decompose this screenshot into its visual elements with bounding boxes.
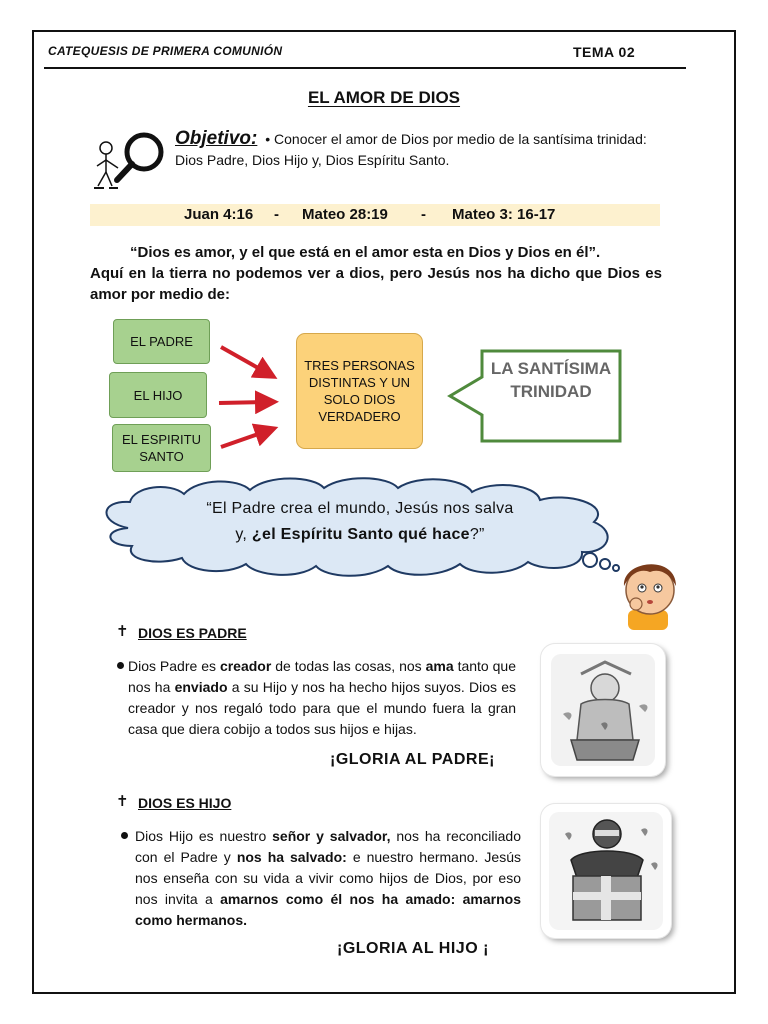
page-title bbox=[0, 88, 768, 108]
arrow-icon bbox=[221, 431, 267, 447]
section-title-hijo: DIOS ES HIJO bbox=[138, 795, 232, 811]
thought-fragment: ?” bbox=[469, 526, 485, 543]
text-run: de todas las cosas, nos bbox=[271, 658, 426, 674]
trinity-label: LA SANTÍSIMA TRINIDAD bbox=[490, 359, 612, 401]
paragraph-padre bbox=[128, 656, 516, 740]
gloria-hijo: ¡GLORIA AL HIJO ¡ bbox=[337, 940, 489, 957]
center-box: TRES PERSONAS DISTINTAS Y UN SOLO DIOS VERDADERO bbox=[296, 333, 423, 449]
bullet-icon bbox=[121, 832, 128, 839]
box-el-hijo: EL HIJO bbox=[109, 372, 207, 418]
text-run: Dios Padre es bbox=[128, 658, 220, 674]
arrows-to-center bbox=[215, 335, 285, 455]
bible-references bbox=[90, 204, 660, 226]
gift-figure-icon bbox=[541, 804, 671, 938]
bullet-icon bbox=[117, 662, 124, 669]
image-hijo bbox=[541, 804, 671, 938]
header-topic: TEMA 02 bbox=[573, 44, 636, 60]
quote-line: “Dios es amor, y el que está en el amor esta en Dios y Dios en él”. bbox=[130, 244, 601, 261]
thought-text bbox=[140, 496, 580, 548]
text-run: e nuestro hermano. Jesús nos enseña con su vida a vivir como hijos de Dios, por eso nos invita a bbox=[135, 849, 521, 907]
thought-fragment: y, bbox=[235, 526, 252, 543]
thought-question: ¿el Espíritu Santo qué hace bbox=[251, 526, 470, 543]
reference-separator: - bbox=[274, 206, 279, 223]
gift-figure-icon bbox=[541, 644, 665, 776]
arrow-icon bbox=[219, 402, 267, 403]
text-run: señor y salvador, bbox=[272, 828, 391, 844]
text-run: nos ha reconciliado con el Padre y bbox=[135, 828, 521, 865]
text-run: enviado bbox=[174, 679, 228, 695]
cross-icon: ✝ bbox=[116, 623, 129, 640]
text-run: a su Hijo y nos ha hecho hijos suyos. Dios es creador y nos regaló todo para que el mundo fuera la gran casa que diera cobijo a todos sus hijos e hijas. bbox=[128, 679, 516, 737]
objective-label: Objetivo: bbox=[175, 128, 258, 149]
thought-line: “El Padre crea el mundo, Jesús nos salva bbox=[206, 500, 514, 517]
cross-icon: ✝ bbox=[116, 793, 129, 810]
objective-text: • Conocer el amor de Dios por medio de la santísima trinidad: Dios Padre, Dios Hijo y, Dios Espíritu Santo. bbox=[175, 131, 647, 168]
paragraph-hijo bbox=[135, 826, 521, 931]
text-run: tanto que nos ha bbox=[128, 658, 516, 695]
intro-quote bbox=[90, 242, 662, 305]
reference-juan: Juan 4:16 bbox=[184, 206, 254, 223]
text-run: ama bbox=[425, 658, 454, 674]
text-run: Dios Hijo es nuestro bbox=[135, 828, 273, 844]
gloria-padre: ¡GLORIA AL PADRE¡ bbox=[330, 751, 495, 768]
box-el-espiritu-santo: EL ESPIRITU SANTO bbox=[112, 424, 211, 472]
text-run: nos ha salvado: bbox=[236, 849, 347, 865]
intro-text: Aquí en la tierra no podemos ver a dios, pero Jesús nos ha dicho que Dios es amor por medio de: bbox=[90, 265, 662, 303]
header-divider bbox=[44, 67, 686, 69]
text-run: creador bbox=[219, 658, 272, 674]
objective bbox=[175, 128, 675, 171]
reference-mateo-28: Mateo 28:19 bbox=[302, 206, 388, 223]
reference-separator: - bbox=[421, 206, 426, 223]
box-el-padre: EL PADRE bbox=[113, 319, 210, 364]
section-title-padre: DIOS ES PADRE bbox=[138, 625, 247, 641]
page-title-text: EL AMOR DE DIOS bbox=[307, 88, 461, 107]
arrow-icon bbox=[221, 347, 267, 373]
magnifier-figure-icon bbox=[92, 128, 170, 194]
reference-mateo-3: Mateo 3: 16-17 bbox=[452, 206, 556, 223]
thought-line bbox=[140, 522, 580, 548]
image-padre bbox=[541, 644, 665, 776]
text-run: amarnos como él nos ha amado: amarnos como hermanos. bbox=[135, 891, 521, 928]
header-course: CATEQUESIS DE PRIMERA COMUNIÓN bbox=[48, 44, 283, 58]
thinking-child-icon bbox=[580, 546, 698, 630]
